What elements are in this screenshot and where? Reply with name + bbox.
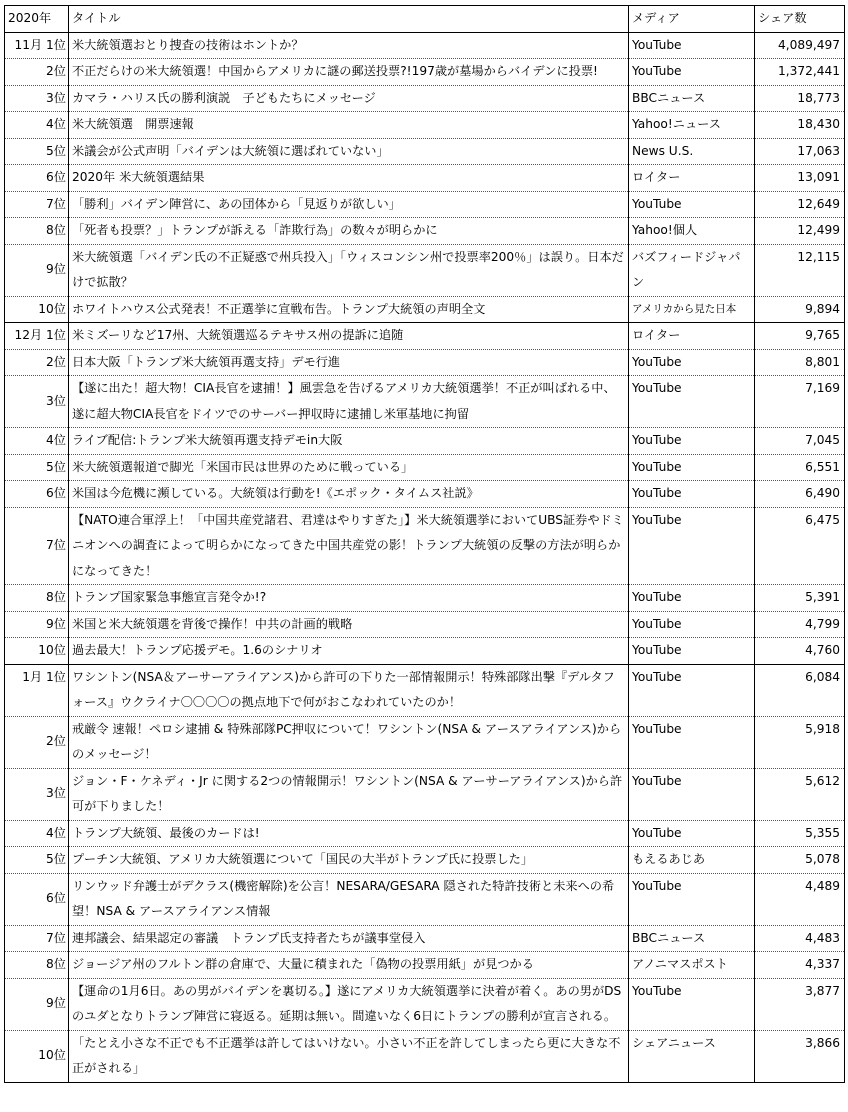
share-count: 12,499 (755, 218, 845, 245)
media-name: Yahoo!ニュース (629, 112, 755, 139)
rank-cell (5, 925, 69, 952)
article-title: 米ミズーリなど17州、大統領選巡るテキサス州の提訴に追随 (69, 323, 629, 350)
rank-cell (5, 873, 69, 925)
media-name: YouTube (629, 454, 755, 481)
article-title: 米国は今危機に瀕している。大統領は行動を!《エポック・タイムス社説》 (69, 481, 629, 508)
article-title: 不正だらけの米大統領選！中国からアメリカに謎の郵送投票?!197歳が墓場からバイデンに投票! (69, 59, 629, 86)
rank-label: 2位 (46, 354, 66, 369)
rank-cell (5, 165, 69, 192)
media-name: YouTube (629, 978, 755, 1030)
table-row (5, 664, 845, 716)
rank-cell (5, 952, 69, 979)
rank-cell (5, 611, 69, 638)
article-title: 米議会が公式声明「バイデンは大統領に選ばれていない」 (69, 138, 629, 165)
header-title: タイトル (69, 6, 629, 33)
table-row (5, 820, 845, 847)
month-label: 11月 (14, 37, 43, 52)
media-name: Yahoo!個人 (629, 218, 755, 245)
rank-label: 4位 (46, 825, 66, 840)
article-title: 【NATO連合軍浮上！「中国共産党諸君、君達はやりすぎた」】米大統領選挙においてUBS証券やドミニオンへの調査によって明らかになってきた中国共産党の影！トランプ大統領の反撃の方法が明らかになってきた！ (69, 507, 629, 585)
share-count: 5,918 (755, 716, 845, 768)
rank-label: 7位 (46, 930, 66, 945)
article-title: 2020年 米大統領選結果 (69, 165, 629, 192)
rank-label: 3位 (46, 90, 66, 105)
share-count: 3,866 (755, 1030, 845, 1082)
rank-label: 9位 (46, 262, 66, 277)
media-name: YouTube (629, 32, 755, 59)
article-title: 米大統領選「バイデン氏の不正疑惑で州兵投入」「ウィスコンシン州で投票率200％」は誤り。日本だけで拡散？ (69, 244, 629, 296)
rank-label: 3位 (46, 393, 66, 408)
article-title: 「勝利」バイデン陣営に、あの団体から「見返りが欲しい」 (69, 191, 629, 218)
table-row (5, 454, 845, 481)
rank-label: 4位 (46, 117, 66, 131)
table-row (5, 847, 845, 874)
article-title: 米大統領選 開票速報 (69, 112, 629, 139)
article-title: 過去最大！トランプ応援デモ。1.6のシナリオ (69, 638, 629, 665)
media-name: YouTube (629, 585, 755, 612)
article-title: ホワイトハウス公式発表！不正選挙に宣戦布告。トランプ大統領の声明全文 (69, 296, 629, 323)
media-name: YouTube (629, 376, 755, 428)
rank-label: 1位 (46, 669, 66, 684)
article-title: 【遂に出た！超大物！CIA長官を逮捕！】風雲急を告げるアメリカ大統領選挙！不正が叫ばれる中、遂に超大物CIA長官をドイツでのサーバー押収時に逮捕し米軍基地に拘留 (69, 376, 629, 428)
article-title: 【運命の1月6日。あの男がバイデンを裏切る。】遂にアメリカ大統領選挙に決着が着く。あの男がDSのユダとなりトランプ陣営に寝返る。延期は無い。間違いなく6日にトランプの勝利が宣言される。 (69, 978, 629, 1030)
table-row (5, 768, 845, 820)
article-title: 日本大阪「トランプ米大統領再選支持」デモ行進 (69, 349, 629, 376)
rank-label: 3位 (46, 786, 66, 801)
share-count: 13,091 (755, 165, 845, 192)
share-count: 5,355 (755, 820, 845, 847)
rank-label: 8位 (46, 590, 66, 604)
rank-cell (5, 664, 69, 716)
table-row (5, 978, 845, 1030)
rank-label: 4位 (46, 433, 66, 447)
rank-cell (5, 1030, 69, 1082)
media-name: YouTube (629, 481, 755, 508)
article-title: トランプ国家緊急事態宣言発令か!? (69, 585, 629, 612)
rank-label: 7位 (46, 538, 66, 552)
table-row (5, 638, 845, 665)
media-name: YouTube (629, 664, 755, 716)
media-name: シェアニュース (629, 1030, 755, 1082)
rank-cell (5, 820, 69, 847)
media-name: バズフィードジャパン (629, 244, 755, 296)
article-title: 連邦議会、結果認定の審議 トランプ氏支持者たちが議事堂侵入 (69, 925, 629, 952)
rank-cell (5, 32, 69, 59)
media-name: YouTube (629, 611, 755, 638)
table-row (5, 873, 845, 925)
rank-cell (5, 296, 69, 323)
rank-label: 2位 (46, 64, 66, 78)
rank-cell (5, 138, 69, 165)
table-row (5, 428, 845, 455)
rank-label: 5位 (46, 852, 66, 866)
rank-label: 5位 (46, 143, 66, 158)
rank-cell (5, 716, 69, 768)
share-count: 8,801 (755, 349, 845, 376)
share-count: 18,773 (755, 85, 845, 112)
table-row (5, 85, 845, 112)
rank-label: 7位 (46, 196, 66, 211)
table-row (5, 138, 845, 165)
media-name: YouTube (629, 716, 755, 768)
table-row (5, 376, 845, 428)
header-row (5, 6, 845, 33)
rank-label: 10位 (38, 301, 66, 316)
share-count: 5,612 (755, 768, 845, 820)
media-name: YouTube (629, 428, 755, 455)
media-name: BBCニュース (629, 85, 755, 112)
rank-label: 10位 (38, 643, 66, 657)
rank-cell (5, 323, 69, 350)
rank-cell (5, 978, 69, 1030)
rank-cell (5, 768, 69, 820)
article-title: ワシントン(NSA＆アーサーアライアンス)から許可の下りた一部情報開示！特殊部隊出撃『デルタフォース』ウクライナ〇〇〇〇の拠点地下で何がおこなわれていたのか！ (69, 664, 629, 716)
rank-cell (5, 638, 69, 665)
article-title: 米国と米大統領選を背後で操作！中共の計画的戦略 (69, 611, 629, 638)
rank-label: 6位 (46, 486, 66, 500)
rank-label: 8位 (46, 223, 66, 237)
rank-label: 9位 (46, 616, 66, 631)
media-name: YouTube (629, 507, 755, 585)
media-name: BBCニュース (629, 925, 755, 952)
rank-cell (5, 218, 69, 245)
share-count: 7,045 (755, 428, 845, 455)
rank-cell (5, 85, 69, 112)
rank-label: 1位 (46, 37, 66, 52)
rank-cell (5, 376, 69, 428)
table-row (5, 244, 845, 296)
article-title: ジョン・F・ケネディ・Jr に関する2つの情報開示！ワシントン(NSA & アーサーアライアンス)から許可が下りました！ (69, 768, 629, 820)
share-count: 4,799 (755, 611, 845, 638)
media-name: YouTube (629, 768, 755, 820)
rank-label: 6位 (46, 170, 66, 184)
header-shares: シェア数 (755, 6, 845, 33)
media-name: アノニマスポスト (629, 952, 755, 979)
rank-cell (5, 59, 69, 86)
table-row (5, 296, 845, 323)
table-row (5, 952, 845, 979)
table-row (5, 165, 845, 192)
share-count: 6,084 (755, 664, 845, 716)
header-media: メディア (629, 6, 755, 33)
rank-cell (5, 244, 69, 296)
article-title: プーチン大統領、アメリカ大統領選について「国民の大半がトランプ氏に投票した」 (69, 847, 629, 874)
media-name: YouTube (629, 873, 755, 925)
share-count: 18,430 (755, 112, 845, 139)
table-row (5, 191, 845, 218)
share-count: 4,489 (755, 873, 845, 925)
share-count: 9,894 (755, 296, 845, 323)
share-count: 5,078 (755, 847, 845, 874)
rank-cell (5, 112, 69, 139)
share-count: 12,649 (755, 191, 845, 218)
ranking-table-body (5, 6, 845, 1083)
article-title: リンウッド弁護士がデクラス(機密解除)を公言！NESARA/GESARA 隠された特許技術と未来への希望！NSA & アースアライアンス情報 (69, 873, 629, 925)
rank-cell (5, 507, 69, 585)
table-row (5, 611, 845, 638)
table-row (5, 349, 845, 376)
share-count: 6,490 (755, 481, 845, 508)
rank-cell (5, 349, 69, 376)
header-year: 2020年 (5, 6, 69, 33)
article-title: ライブ配信:トランプ米大統領再選支持デモin大阪 (69, 428, 629, 455)
article-title: 米大統領選おとり捜査の技術はホントか？ (69, 32, 629, 59)
media-name: アメリカから見た日本 (629, 296, 755, 323)
article-title: 戒厳令 速報！ペロシ逮捕 & 特殊部隊PC押収について！ワシントン(NSA & アースアライアンス)からのメッセージ！ (69, 716, 629, 768)
media-name: News U.S. (629, 138, 755, 165)
rank-cell (5, 481, 69, 508)
rank-cell (5, 191, 69, 218)
share-count: 5,391 (755, 585, 845, 612)
share-count: 3,877 (755, 978, 845, 1030)
media-name: YouTube (629, 59, 755, 86)
article-title: カマラ・ハリス氏の勝利演説 子どもたちにメッセージ (69, 85, 629, 112)
media-name: ロイター (629, 323, 755, 350)
media-name: もえるあじあ (629, 847, 755, 874)
media-name: YouTube (629, 349, 755, 376)
table-row (5, 507, 845, 585)
rank-label: 6位 (46, 891, 66, 906)
share-count: 4,089,497 (755, 32, 845, 59)
article-title: トランプ大統領、最後のカードは! (69, 820, 629, 847)
share-count: 12,115 (755, 244, 845, 296)
share-count: 6,551 (755, 454, 845, 481)
rank-label: 2位 (46, 734, 66, 749)
share-count: 9,765 (755, 323, 845, 350)
article-title: 「死者も投票？」トランプが訴える「詐欺行為」の数々が明らかに (69, 218, 629, 245)
article-title: 「たとえ小さな不正でも不正選挙は許してはいけない。小さい不正を許してしまったら更に大きな不正がされる」 (69, 1030, 629, 1082)
rank-cell (5, 428, 69, 455)
rank-cell (5, 585, 69, 612)
share-count: 6,475 (755, 507, 845, 585)
table-row (5, 925, 845, 952)
rank-label: 10位 (38, 1048, 66, 1063)
table-row (5, 1030, 845, 1082)
share-count: 7,169 (755, 376, 845, 428)
table-row (5, 323, 845, 350)
share-count: 4,760 (755, 638, 845, 665)
article-title: ジョージア州のフルトン群の倉庫で、大量に積まれた「偽物の投票用紙」が見つかる (69, 952, 629, 979)
rank-cell (5, 454, 69, 481)
table-row (5, 481, 845, 508)
table-row (5, 59, 845, 86)
rank-label: 8位 (46, 957, 66, 971)
month-label: 12月 (14, 328, 43, 342)
share-count: 4,337 (755, 952, 845, 979)
rank-cell (5, 847, 69, 874)
rank-label: 5位 (46, 459, 66, 474)
media-name: YouTube (629, 820, 755, 847)
ranking-table (4, 5, 845, 1083)
media-name: YouTube (629, 638, 755, 665)
month-label: 1月 (22, 669, 43, 684)
table-row (5, 112, 845, 139)
share-count: 17,063 (755, 138, 845, 165)
table-row (5, 218, 845, 245)
article-title: 米大統領選報道で脚光「米国市民は世界のために戦っている」 (69, 454, 629, 481)
rank-label: 1位 (46, 328, 66, 342)
media-name: YouTube (629, 191, 755, 218)
media-name: ロイター (629, 165, 755, 192)
rank-label: 9位 (46, 996, 66, 1011)
share-count: 1,372,441 (755, 59, 845, 86)
table-row (5, 32, 845, 59)
table-row (5, 716, 845, 768)
share-count: 4,483 (755, 925, 845, 952)
table-row (5, 585, 845, 612)
